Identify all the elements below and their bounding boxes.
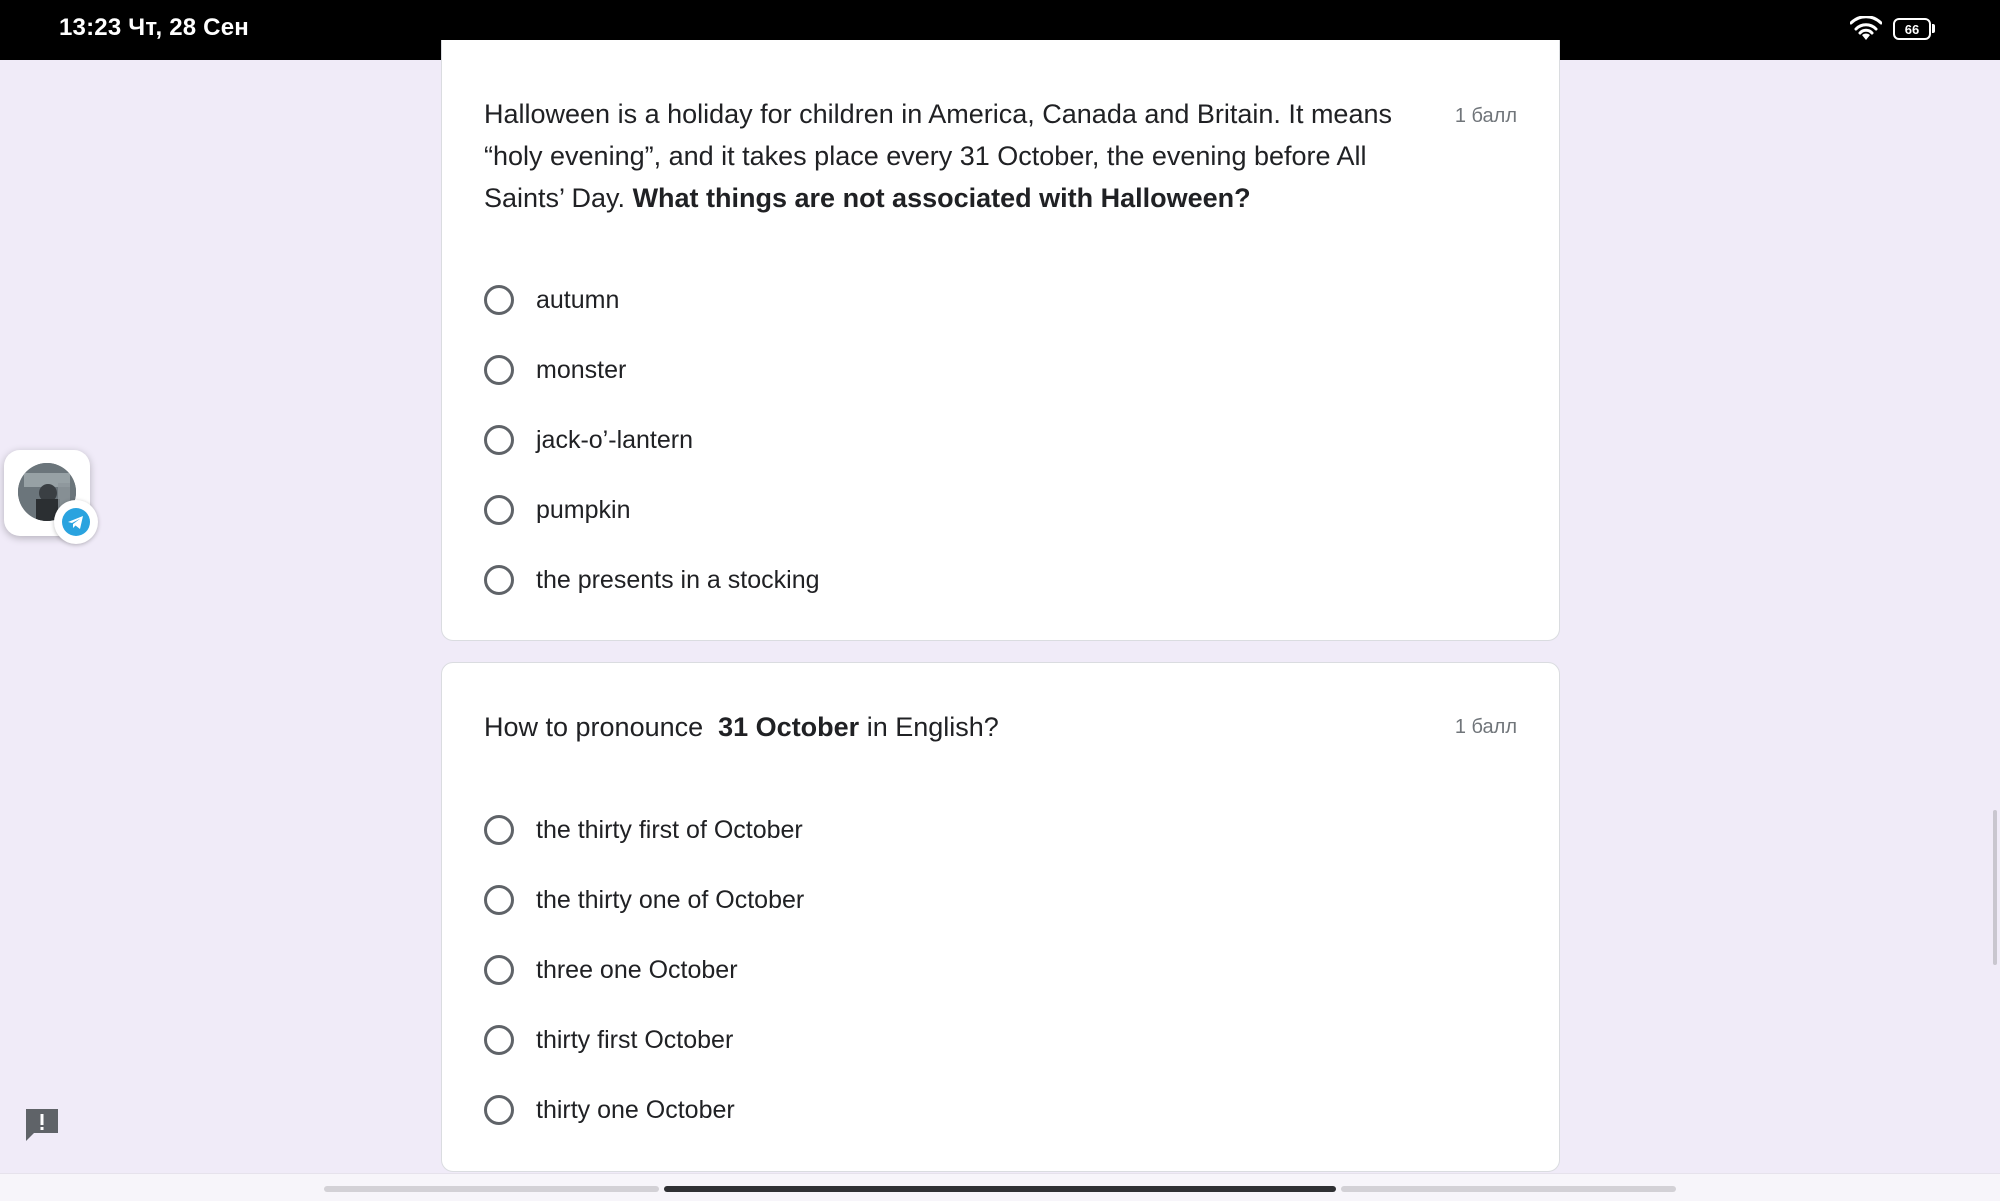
options-list-2 [484, 795, 804, 1145]
option-monster[interactable] [484, 335, 820, 405]
option-presents-in-stocking[interactable] [484, 545, 820, 615]
option-thirty-one-october[interactable] [484, 1075, 804, 1145]
radio-button[interactable] [484, 1095, 514, 1125]
radio-button[interactable] [484, 425, 514, 455]
option-thirty-one-of-october[interactable] [484, 865, 804, 935]
option-pumpkin[interactable] [484, 475, 820, 545]
battery-level: 66 [1904, 21, 1920, 37]
radio-button[interactable] [484, 355, 514, 385]
option-label: three one October [536, 955, 738, 984]
option-label: pumpkin [536, 495, 631, 524]
question-text-1 [484, 93, 1424, 219]
question-text-plain: Halloween is a holiday for children in America, Canada and Britain. It means “holy evening”, and it takes place every 31 October, the evening before All Saints’ Day. [484, 99, 1392, 213]
radio-button[interactable] [484, 565, 514, 595]
nav-gesture-handle[interactable] [664, 1186, 1336, 1192]
radio-button[interactable] [484, 285, 514, 315]
radio-button[interactable] [484, 1025, 514, 1055]
option-label: monster [536, 355, 627, 384]
radio-button[interactable] [484, 955, 514, 985]
battery-icon [1893, 18, 1931, 40]
question-text-bold: What things are not associated with Halloween? [632, 183, 1251, 213]
option-label: thirty first October [536, 1025, 734, 1054]
option-thirty-first-of-october[interactable] [484, 795, 804, 865]
option-label: the thirty first of October [536, 815, 803, 844]
radio-button[interactable] [484, 885, 514, 915]
battery-tip [1932, 24, 1935, 33]
option-label: thirty one October [536, 1095, 735, 1124]
feedback-icon[interactable] [22, 1105, 62, 1145]
option-label: autumn [536, 285, 620, 314]
option-autumn[interactable] [484, 265, 820, 335]
option-label: the thirty one of October [536, 885, 805, 914]
option-label: the presents in a stocking [536, 565, 820, 594]
radio-button[interactable] [484, 495, 514, 525]
wifi-icon [1850, 16, 1882, 42]
question-text-after: in English? [859, 712, 999, 742]
option-label: jack-o’-lantern [536, 425, 694, 454]
scrollbar-thumb[interactable] [1993, 810, 1997, 965]
navigation-bar [0, 1173, 2000, 1201]
options-list-1 [484, 265, 820, 615]
points-label: 1 балл [1454, 716, 1517, 738]
nav-segment-right [1341, 1186, 1676, 1192]
question-text-bold: 31 October [718, 712, 860, 742]
question-card-2 [441, 662, 1560, 1172]
option-thirty-first-october[interactable] [484, 1005, 804, 1075]
question-text-before: How to pronounce [484, 712, 719, 742]
option-three-one-october[interactable] [484, 935, 804, 1005]
radio-button[interactable] [484, 815, 514, 845]
question-card-1 [441, 40, 1560, 641]
telegram-icon [54, 500, 98, 544]
question-text-2 [484, 706, 1424, 748]
telegram-logo [61, 507, 91, 537]
points-label: 1 балл [1454, 105, 1517, 127]
nav-segment-left [324, 1186, 659, 1192]
status-time: 13:23 Чт, 28 Сен [59, 14, 249, 41]
option-jack-o-lantern[interactable] [484, 405, 820, 475]
